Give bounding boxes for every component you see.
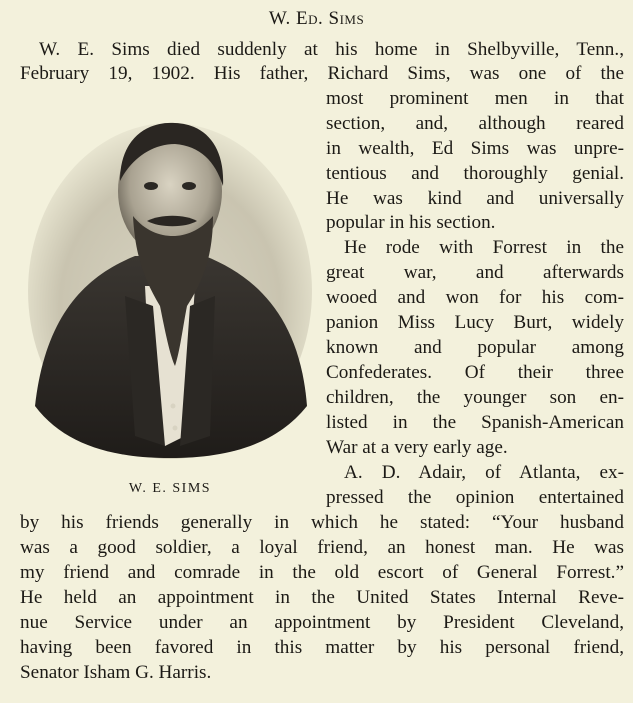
body-line: W. E. Sims died suddenly at his home in Shelbyville, Tenn.,: [39, 39, 624, 60]
portrait-eye: [144, 182, 158, 190]
body-line: February 19, 1902. His father, Richard Sims, was one of the: [20, 63, 624, 84]
body-line: War at a very early age.: [326, 437, 508, 458]
body-line: in wealth, Ed Sims was unpre-: [326, 138, 624, 159]
body-line: Senator Isham G. Harris.: [20, 662, 212, 683]
body-line: nue Service under an appointment by President Cleveland,: [20, 612, 624, 633]
body-line: pressed the opinion entertained: [326, 487, 624, 508]
body-line: known and popular among: [326, 337, 624, 358]
body-line: He was kind and universally: [326, 188, 624, 209]
body-line: panion Miss Lucy Burt, widely: [326, 312, 624, 333]
body-line: my friend and comrade in the old escort of General Forrest.”: [20, 562, 624, 583]
body-line: by his friends generally in which he stated: “Your husband: [20, 512, 624, 533]
body-line: He held an appointment in the United States Internal Reve-: [20, 587, 624, 608]
body-line: popular in his section.: [326, 212, 496, 233]
body-line: was a good soldier, a loyal friend, an honest man. He was: [20, 537, 624, 558]
body-line: Confederates. Of their three: [326, 362, 624, 383]
body-line: great war, and afterwards: [326, 262, 624, 283]
body-line: listed in the Spanish-American: [326, 412, 624, 433]
portrait-photo: [25, 106, 315, 461]
portrait-caption: W. E. SIMS: [128, 481, 212, 496]
body-line: having been favored in this matter by his personal friend,: [20, 637, 624, 658]
body-line: children, the younger son en-: [326, 387, 624, 408]
body-line: wooed and won for his com-: [326, 287, 624, 308]
portrait-eye: [182, 182, 196, 190]
body-line: tentious and thoroughly genial.: [326, 163, 624, 184]
page-title: W. Ed. Sims: [268, 8, 365, 29]
body-line: section, and, although reared: [326, 113, 624, 134]
body-line: A. D. Adair, of Atlanta, ex-: [344, 462, 624, 483]
portrait-button: [173, 426, 178, 431]
body-line: most prominent men in that: [326, 88, 624, 109]
body-line: He rode with Forrest in the: [344, 237, 624, 258]
portrait-button: [171, 404, 176, 409]
